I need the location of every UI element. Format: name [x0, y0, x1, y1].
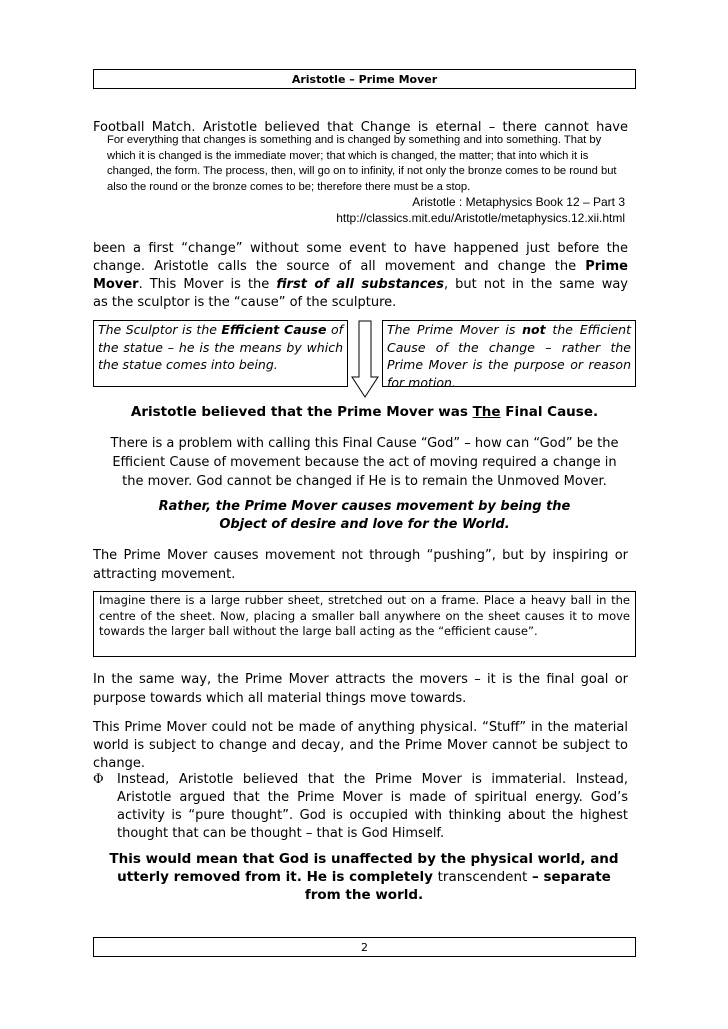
- transcendent-word: transcendent: [437, 869, 528, 885]
- prime-mover-box: [382, 320, 636, 390]
- problem-paragraph: [93, 434, 636, 491]
- page-header: [93, 69, 636, 89]
- rubber-sheet-box: [93, 591, 636, 657]
- para-line-1: Football Match. Aristotle believed that Change is eternal – there cannot have: [93, 120, 628, 135]
- physical-paragraph: This Prime Mover could not be made of anything physical. “Stuff” in the material world is subject to change and decay, and the Prime Mover cannot be subject to change.: [93, 720, 628, 771]
- bullet-text: Instead, Aristotle believed that the Prime Mover is immaterial. Instead, Aristotle argued that the Prime Mover is made of spiritual energy. God’s activity is “pure thought”. God is occupied with thinking about the highest thought that can be thought – that is God Himself.: [117, 772, 628, 841]
- para-line-4-text: . This Mover is the: [138, 277, 277, 292]
- pushing-paragraph: The Prime Mover causes movement not through “pushing”, but by inspiring or attracting movement.: [93, 548, 628, 582]
- prime-mover-text-2: the Efficient Cause of the change – rather the Prime Mover is the purpose or reason for motion.: [387, 322, 631, 390]
- rubber-sheet-text: Imagine there is a large rubber sheet, stretched out on a frame. Place a heavy ball in the centre of the sheet. Now, placing a smaller ball anywhere on the sheet causes it to move towards the larger ball without the large ball acting as the “efficient cause”.: [99, 593, 630, 638]
- final-cause-c: Final Cause.: [500, 404, 599, 420]
- sculptor-text-2: of the statue – he is the means by which the statue comes into being.: [98, 322, 343, 372]
- quote-url: http://classics.mit.edu/Aristotle/metaphysics.12.xii.html: [336, 210, 625, 225]
- bullet-item: [93, 771, 628, 843]
- final-cause-the: The: [472, 404, 501, 420]
- efficient-cause-term: Efficient Cause: [221, 322, 327, 337]
- quote-citation: Aristotle : Metaphysics Book 12 – Part 3: [412, 195, 625, 209]
- rather-heading: [93, 498, 636, 534]
- para-line-3: [93, 258, 628, 276]
- not-word: not: [522, 322, 546, 337]
- first-of-all-substances: first of all substances: [276, 277, 444, 292]
- para-line-5: as the sculptor is the “cause” of the sculpture.: [93, 295, 397, 310]
- para-line-4: [93, 276, 628, 294]
- para-1-continued: [93, 240, 628, 312]
- final-cause-a: Aristotle believed that the Prime Mover was: [130, 404, 473, 420]
- conclusion-c: – separate from the world.: [304, 869, 611, 903]
- conclusion-a: This would mean that God is unaffected by the physical world, and utterly removed from it. He is completely: [109, 851, 619, 885]
- down-arrow-icon: [350, 320, 380, 400]
- problem-line-2: Efficient Cause of movement because the act of moving required a change in: [112, 455, 617, 470]
- rather-line-2: Object of desire and love for the World.: [219, 517, 510, 532]
- page-footer: [93, 937, 636, 957]
- para-line-4-end: , but not in the same way: [443, 277, 628, 292]
- problem-line-3: the mover. God cannot be changed if He is to remain the Unmoved Mover.: [122, 474, 607, 489]
- sculptor-box: [93, 320, 348, 387]
- final-cause-heading: [93, 403, 636, 421]
- phi-bullet-icon: Φ: [93, 772, 104, 787]
- para-line-2: been a first “change” without some event to have happened just before the: [93, 241, 628, 256]
- rather-line-1: Rather, the Prime Mover causes movement by being the: [158, 499, 571, 514]
- page-number: 2: [361, 941, 368, 954]
- header-title: Aristotle – Prime Mover: [291, 73, 438, 86]
- metaphysics-quote: [107, 133, 625, 226]
- prime-mover-text-1: The Prime Mover is: [387, 322, 523, 337]
- sculptor-text-1: The Sculptor is the: [98, 322, 222, 337]
- problem-line-1: There is a problem with calling this Final Cause “God” – how can “God” be the: [110, 436, 619, 451]
- para-line-3-text: change. Aristotle calls the source of all movement and change the: [93, 259, 586, 274]
- quote-text: For everything that changes is something and is changed by something and into something. That by which it is changed is the immediate mover; that which is changed, the matter; that into which it is changed, the form. The process, then, will go on to infinity, if not only the bronze comes to be round but also the round or the bronze comes to be; therefore there must be a stop.: [107, 134, 617, 193]
- prime-word: Prime: [585, 259, 628, 274]
- conclusion-paragraph: [100, 850, 628, 904]
- mover-word: Mover: [93, 277, 139, 292]
- same-way-paragraph: In the same way, the Prime Mover attracts the movers – it is the final goal or purpose towards which all material things move towards.: [93, 672, 628, 706]
